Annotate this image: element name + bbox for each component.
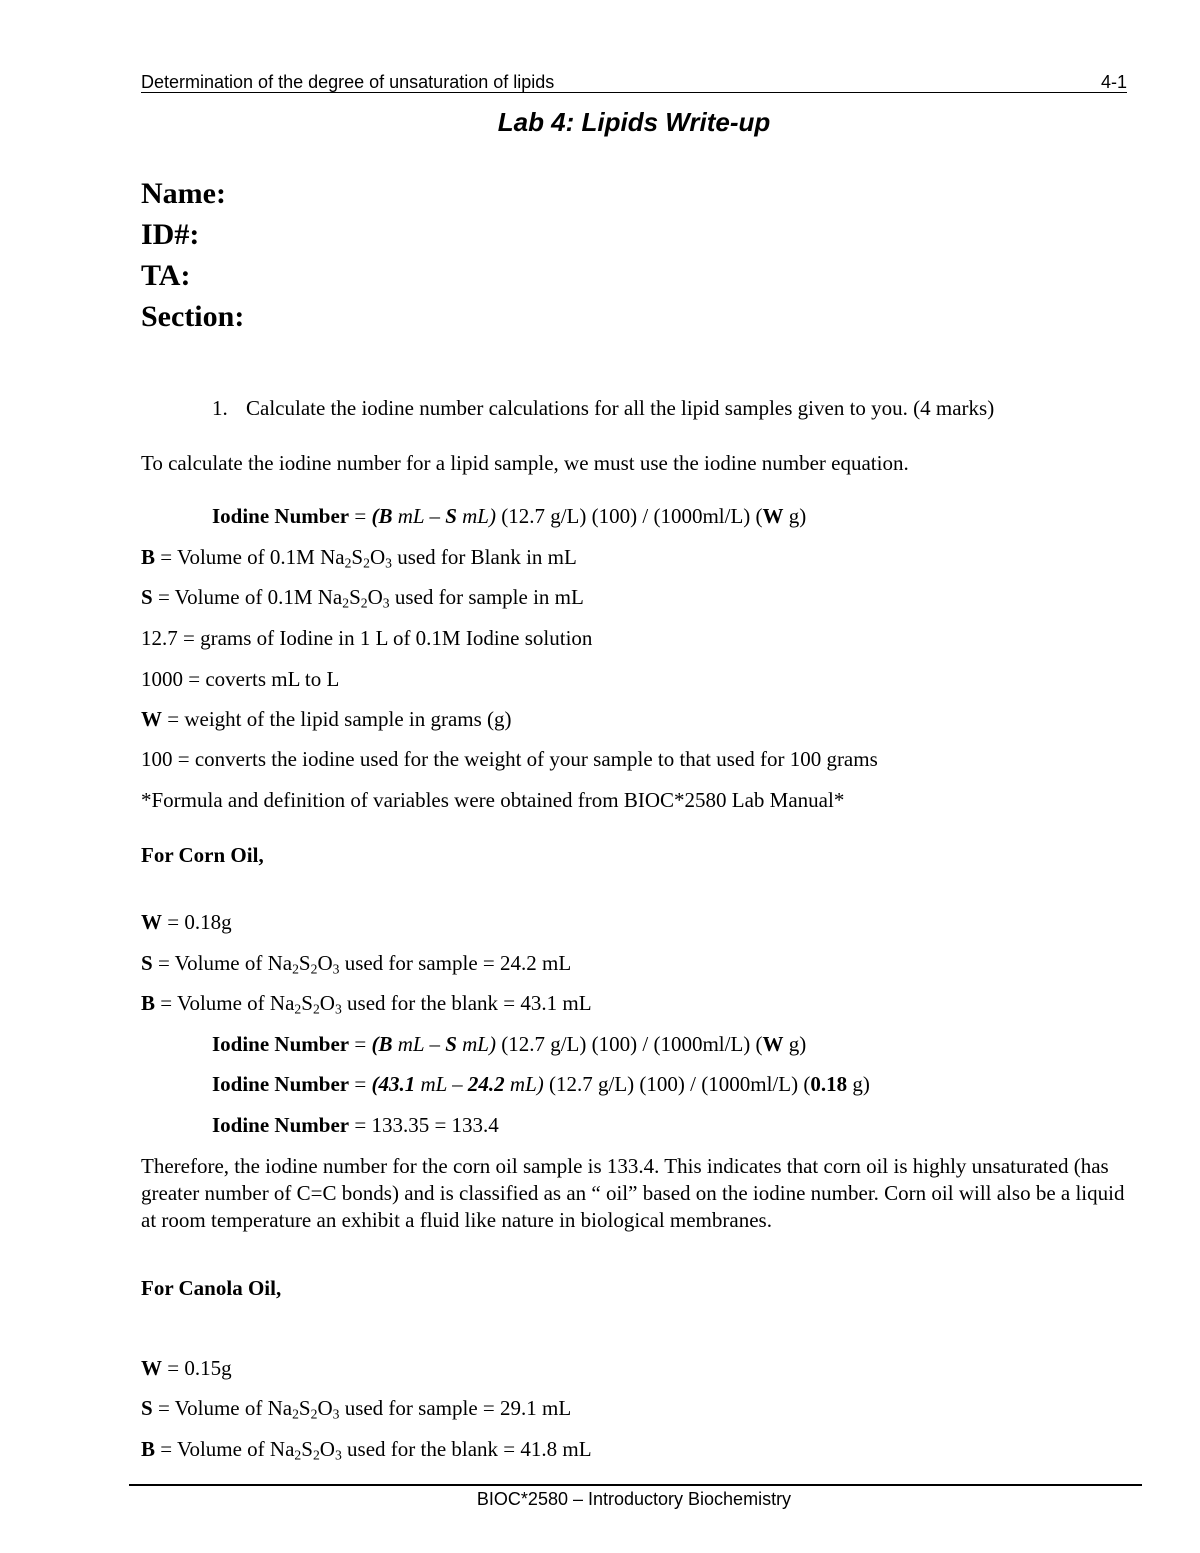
subscript: 2 [360, 595, 368, 611]
equation-b-unit: mL [392, 1032, 425, 1056]
equation-minus: – [424, 504, 446, 528]
equation-b-unit: mL [415, 1072, 447, 1096]
page-number: 4-1 [1100, 72, 1127, 92]
corn-w-value: = 0.18g [162, 910, 232, 934]
corn-b-text: = Volume of Na [155, 991, 295, 1015]
corn-b [141, 990, 592, 1016]
equation-open-paren: ( [371, 504, 379, 528]
canola-w [141, 1355, 232, 1381]
definition-1000: 1000 = coverts mL to L [141, 667, 340, 691]
corn-result-value: = 133.35 = 133.4 [349, 1113, 499, 1137]
equation-end: g) [783, 1032, 807, 1056]
formula-element: O [317, 1396, 333, 1420]
definition-12-7: 12.7 = grams of Iodine in 1 L of 0.1M Iodine solution [141, 626, 593, 650]
formula-element: O [367, 585, 383, 609]
equation-end: g) [847, 1072, 870, 1096]
definition-100: 100 = converts the iodine used for the weight of your sample to that used for 100 grams [141, 747, 878, 771]
definition-b [141, 544, 577, 570]
canola-s-value: used for sample = 29.1 mL [339, 1396, 572, 1420]
document-title: Lab 4: Lipids Write-up [497, 107, 771, 137]
section-field-label: Section: [141, 300, 245, 333]
corn-result [212, 1112, 499, 1138]
var-b: B [141, 545, 156, 569]
subscript: 2 [294, 1001, 302, 1017]
equation-s: S [445, 504, 457, 528]
equation-constants: (12.7 g/L) (100) / (1000ml/L) ( [495, 504, 763, 528]
corn-s-value: used for sample = 24.2 mL [339, 951, 572, 975]
formula-element: S [298, 951, 311, 975]
question-text: Calculate the iodine number calculations for all the lipid samples given to you. (4 marks) [246, 396, 995, 420]
var-s: S [141, 1396, 153, 1420]
subscript: 2 [342, 595, 350, 611]
name-field-label: Name: [141, 177, 226, 210]
corn-equation-general [212, 1031, 806, 1057]
corn-b-value: used for the blank = 43.1 mL [341, 991, 592, 1015]
equation-s-unit: mL [456, 504, 489, 528]
id-field-label: ID#: [141, 218, 200, 251]
equation-s-unit: mL [504, 1072, 537, 1096]
equation-constants: (12.7 g/L) (100) / (1000ml/L) ( [495, 1032, 763, 1056]
def-s-text-end: used for sample in mL [389, 585, 584, 609]
subscript: 3 [332, 1406, 340, 1422]
def-b-text-end: used for Blank in mL [391, 545, 577, 569]
canola-b [141, 1436, 592, 1462]
equation-open-paren: ( [371, 1032, 379, 1056]
formula-element: S [349, 585, 361, 609]
equation-minus: – [446, 1072, 468, 1096]
var-w: W [141, 910, 162, 934]
equation-label: Iodine Number [212, 504, 350, 528]
formula-element: O [369, 545, 386, 569]
page-header [141, 72, 1127, 93]
canola-b-text: = Volume of Na [155, 1437, 295, 1461]
canola-w-value: = 0.15g [162, 1356, 232, 1380]
equation-end: g) [783, 504, 807, 528]
footer-rule [129, 1484, 1142, 1486]
equation-close-paren: ) [536, 1072, 544, 1096]
corn-s-text: = Volume of Na [152, 951, 293, 975]
formula-element: O [319, 1437, 335, 1461]
formula-element: S [351, 545, 364, 569]
equation-s: S [445, 1032, 457, 1056]
ta-field-label: TA: [141, 259, 191, 292]
corn-equation-substituted [212, 1071, 870, 1097]
canola-oil-heading: For Canola Oil, [141, 1276, 282, 1300]
def-b-text: = Volume of 0.1M Na [155, 545, 345, 569]
var-b: B [141, 1437, 156, 1461]
equation-constants: (12.7 g/L) (100) / (1000ml/L) ( [543, 1072, 811, 1096]
var-s: S [141, 951, 153, 975]
equation-w: W [762, 1032, 784, 1056]
equation-label: Iodine Number [212, 1072, 350, 1096]
subscript: 3 [334, 1001, 342, 1017]
corn-w [141, 909, 232, 935]
subscript: 3 [334, 1447, 342, 1463]
equation-minus: – [424, 1032, 446, 1056]
subscript: 2 [310, 961, 318, 977]
formula-element: O [317, 951, 333, 975]
page-footer: BIOC*2580 – Introductory Biochemistry [476, 1489, 792, 1509]
subscript: 2 [310, 1406, 318, 1422]
equation-w: W [762, 504, 784, 528]
intro-text: To calculate the iodine number for a lipid sample, we must use the iodine number equation. [141, 451, 909, 475]
formula-element: O [319, 991, 335, 1015]
var-b: B [141, 991, 156, 1015]
canola-s-text: = Volume of Na [152, 1396, 293, 1420]
var-w: W [141, 1356, 162, 1380]
corn-oil-heading: For Corn Oil, [141, 843, 264, 867]
equation-s-unit: mL [456, 1032, 489, 1056]
def-s-text: = Volume of 0.1M Na [152, 585, 343, 609]
subscript: 2 [292, 1406, 299, 1422]
question-number: 1. [212, 396, 228, 420]
canola-s [141, 1395, 571, 1421]
equation-label: Iodine Number [212, 1113, 350, 1137]
formula-element: S [301, 991, 313, 1015]
subscript: 2 [312, 1001, 320, 1017]
source-note: *Formula and definition of variables were obtained from BIOC*2580 Lab Manual* [141, 788, 845, 812]
equation-close-paren: ) [488, 1032, 496, 1056]
subscript: 2 [312, 1447, 320, 1463]
corn-conclusion: Therefore, the iodine number for the corn oil sample is 133.4. This indicates that corn oil is highly unsaturated (has greater number of C=C bonds) and is classified as an “ oil” based on the iodine number. Corn oil will also be a liquid at room temperature an exhibit a fluid like nature in biological membranes. [141, 1154, 1125, 1232]
corn-blank-value: 43.1 [378, 1072, 416, 1096]
subscript: 3 [382, 595, 390, 611]
definition-w [141, 706, 512, 732]
equation-equals: = [349, 1072, 372, 1096]
formula-element: S [298, 1396, 311, 1420]
corn-weight-value: 0.18 [810, 1072, 848, 1096]
subscript: 2 [292, 961, 299, 977]
equation-close-paren: ) [488, 504, 496, 528]
equation-equals: = [349, 1032, 372, 1056]
def-w-text: = weight of the lipid sample in grams (g) [162, 707, 512, 731]
canola-b-value: used for the blank = 41.8 mL [341, 1437, 592, 1461]
subscript: 2 [294, 1447, 302, 1463]
var-w: W [141, 707, 162, 731]
definition-s [141, 584, 584, 610]
equation-b-unit: mL [392, 504, 425, 528]
equation-label: Iodine Number [212, 1032, 350, 1056]
subscript: 3 [385, 555, 392, 571]
subscript: 2 [363, 555, 370, 571]
subscript: 2 [344, 555, 352, 571]
equation-b: B [378, 1032, 393, 1056]
equation-b: B [378, 504, 393, 528]
header-title: Determination of the degree of unsaturation of lipids [141, 72, 555, 92]
formula-element: S [301, 1437, 313, 1461]
corn-sample-value: 24.2 [467, 1072, 505, 1096]
iodine-equation [212, 503, 806, 529]
equation-open-paren: ( [371, 1072, 379, 1096]
equation-equals: = [349, 504, 372, 528]
subscript: 3 [332, 961, 340, 977]
var-s: S [141, 585, 153, 609]
corn-s [141, 950, 571, 976]
